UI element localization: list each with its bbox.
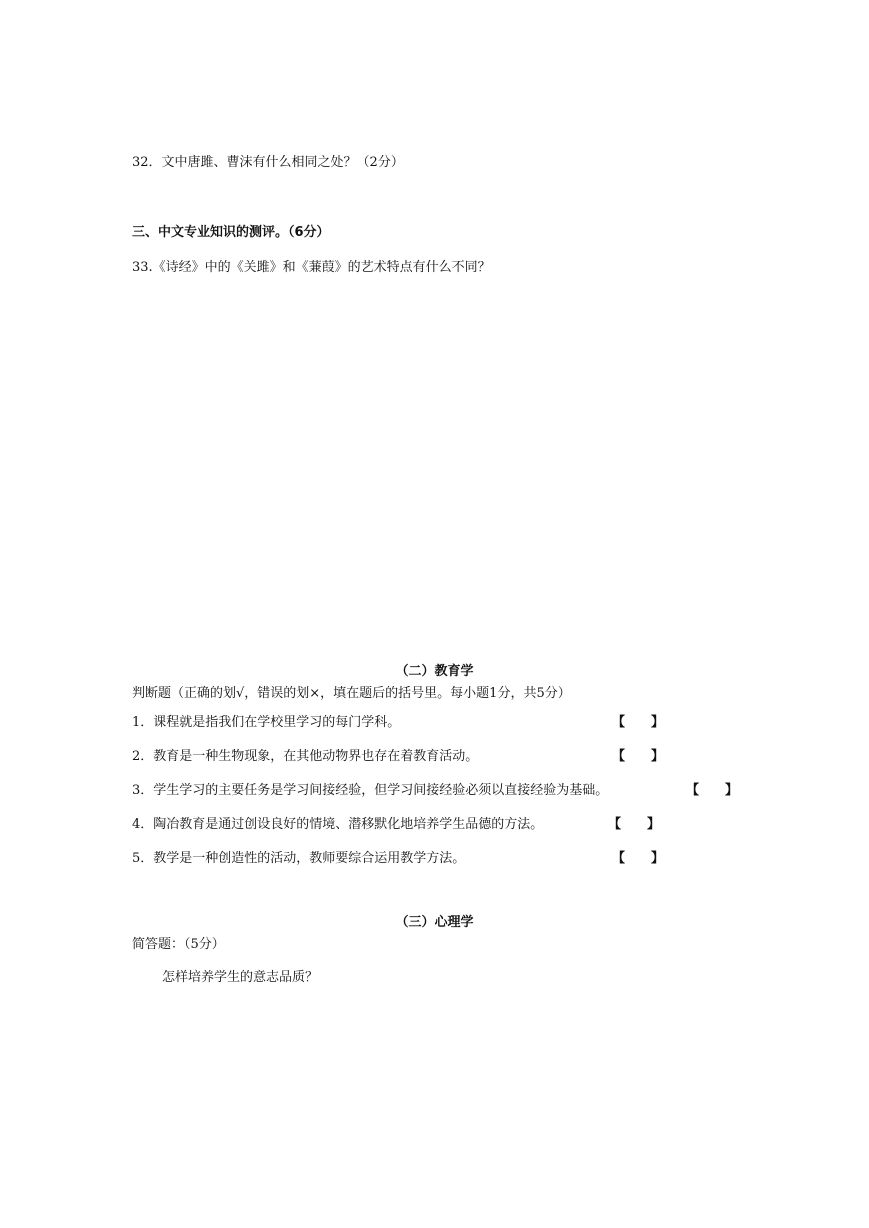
education-title: （二）教育学 — [395, 664, 474, 679]
judgment-item-2: 2．教育是一种生物现象，在其他动物界也存在着教育活动。 — [132, 749, 479, 764]
answer-bracket-3: 【 】 — [686, 783, 739, 798]
answer-bracket-4: 【 】 — [608, 817, 661, 832]
question-33: 33.《诗经》中的《关雎》和《蒹葭》的艺术特点有什么不同？ — [132, 260, 491, 275]
section-heading-3: 三、中文专业知识的测评。（6分） — [132, 225, 330, 240]
question-32: 32．文中唐雎、曹沫有什么相同之处？（2分） — [132, 155, 404, 170]
psychology-title: （三）心理学 — [395, 915, 474, 930]
education-instruction: 判断题（正确的划√，错误的划×，填在题后的括号里。每小题1分，共5分） — [132, 686, 571, 701]
judgment-item-3: 3．学生学习的主要任务是学习间接经验，但学习间接经验必须以直接经验为基础。 — [132, 783, 609, 798]
judgment-item-1: 1．课程就是指我们在学校里学习的每门学科。 — [132, 715, 401, 730]
answer-bracket-2: 【 】 — [612, 749, 665, 764]
psychology-instruction: 简答题：（5分） — [132, 937, 225, 952]
judgment-item-5: 5．教学是一种创造性的活动，教师要综合运用教学方法。 — [132, 851, 466, 866]
answer-bracket-5: 【 】 — [612, 851, 665, 866]
judgment-item-4: 4．陶冶教育是通过创设良好的情境、潜移默化地培养学生品德的方法。 — [132, 817, 544, 832]
psychology-question: 怎样培养学生的意志品质？ — [162, 970, 319, 985]
answer-bracket-1: 【 】 — [612, 715, 665, 730]
